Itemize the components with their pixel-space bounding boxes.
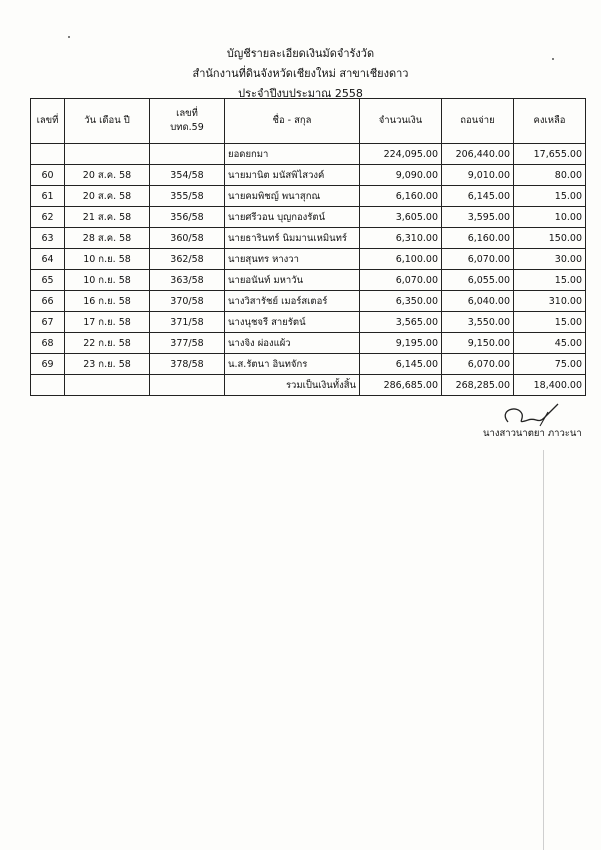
header-doc-line2: บทด.59 [170,122,204,133]
brought-forward-row [31,144,586,165]
brought-forward-label: ยอดยกมา [225,144,360,165]
cell-empty [65,375,150,396]
cell-paid: 6,160.00 [442,228,514,249]
cell-empty [150,144,225,165]
cell-no: 63 [31,228,65,249]
cell-empty [31,144,65,165]
table-row [31,186,586,207]
cell-date: 23 ก.ย. 58 [65,354,150,375]
cell-empty [65,144,150,165]
cell-paid: 6,070.00 [442,249,514,270]
cell-no: 60 [31,165,65,186]
cell-no: 65 [31,270,65,291]
cell-name: นายมานิต มนัสพิไสวงค์ [225,165,360,186]
cell-amount: 6,160.00 [360,186,442,207]
cell-amount: 9,090.00 [360,165,442,186]
cell-balance: 30.00 [514,249,586,270]
cell-paid: 9,150.00 [442,333,514,354]
cell-date: 20 ส.ค. 58 [65,186,150,207]
header-name: ชื่อ - สกุล [225,99,360,144]
table-row [31,165,586,186]
cell-date: 21 ส.ค. 58 [65,207,150,228]
table-row [31,312,586,333]
cell-name: นายศรีวอน บุญกองรัตน์ [225,207,360,228]
cell-amount: 3,605.00 [360,207,442,228]
cell-doc: 356/58 [150,207,225,228]
total-paid: 268,285.00 [442,375,514,396]
total-row [31,375,586,396]
header-amount: จำนวนเงิน [360,99,442,144]
scan-speck [68,36,70,38]
cell-paid: 9,010.00 [442,165,514,186]
header-balance: คงเหลือ [514,99,586,144]
table-row [31,228,586,249]
header-paid: ถอนจ่าย [442,99,514,144]
cell-balance: 150.00 [514,228,586,249]
cell-paid: 6,055.00 [442,270,514,291]
table-row [31,249,586,270]
cell-balance: 80.00 [514,165,586,186]
cell-date: 22 ก.ย. 58 [65,333,150,354]
cell-balance: 15.00 [514,312,586,333]
signatory-name: นางสาวนาตยา ภาวะนา [483,428,582,439]
cell-doc: 371/58 [150,312,225,333]
cell-date: 20 ส.ค. 58 [65,165,150,186]
deposit-ledger-table [30,98,586,396]
cell-date: 17 ก.ย. 58 [65,312,150,333]
cell-no: 61 [31,186,65,207]
cell-balance: 10.00 [514,207,586,228]
cell-paid: 6,070.00 [442,354,514,375]
cell-amount: 6,145.00 [360,354,442,375]
cell-amount: 6,100.00 [360,249,442,270]
cell-no: 64 [31,249,65,270]
cell-name: นายคมพิชญ์ พนาสุกณ [225,186,360,207]
cell-no: 62 [31,207,65,228]
header-doc-line1: เลขที่ [176,108,198,119]
fiscal-year: ประจำปีงบประมาณ 2558 [238,87,363,100]
scan-line [543,450,544,850]
cell-amount: 6,350.00 [360,291,442,312]
cell-doc: 360/58 [150,228,225,249]
cell-balance: 15.00 [514,270,586,291]
cell-date: 16 ก.ย. 58 [65,291,150,312]
cell-no: 69 [31,354,65,375]
cell-paid: 3,595.00 [442,207,514,228]
table-row [31,354,586,375]
cell-amount: 6,070.00 [360,270,442,291]
table-row [31,207,586,228]
total-label: รวมเป็นเงินทั้งสิ้น [225,375,360,396]
table-row [31,291,586,312]
cell-doc: 363/58 [150,270,225,291]
cell-amount: 6,310.00 [360,228,442,249]
brought-forward-balance: 17,655.00 [514,144,586,165]
ledger-rows [31,165,586,375]
cell-name: นางนุชจรี สายรัตน์ [225,312,360,333]
cell-amount: 3,565.00 [360,312,442,333]
cell-name: น.ส.รัตนา อินทจักร [225,354,360,375]
cell-doc: 377/58 [150,333,225,354]
cell-balance: 310.00 [514,291,586,312]
cell-empty [31,375,65,396]
cell-doc: 362/58 [150,249,225,270]
cell-doc: 355/58 [150,186,225,207]
cell-no: 68 [31,333,65,354]
cell-doc: 378/58 [150,354,225,375]
cell-paid: 6,145.00 [442,186,514,207]
cell-doc: 370/58 [150,291,225,312]
cell-paid: 6,040.00 [442,291,514,312]
header-no: เลขที่ [31,99,65,144]
document-title: บัญชีรายละเอียดเงินมัดจำรังวัด [226,47,375,60]
cell-name: นายสุนทร หางวา [225,249,360,270]
cell-paid: 3,550.00 [442,312,514,333]
cell-date: 28 ส.ค. 58 [65,228,150,249]
total-amount: 286,685.00 [360,375,442,396]
table-row [31,270,586,291]
cell-amount: 9,195.00 [360,333,442,354]
cell-name: นายธารินทร์ นิมมานเหมินทร์ [225,228,360,249]
scan-speck [552,58,554,60]
cell-no: 67 [31,312,65,333]
cell-balance: 45.00 [514,333,586,354]
cell-balance: 15.00 [514,186,586,207]
table-row [31,333,586,354]
brought-forward-amount: 224,095.00 [360,144,442,165]
cell-date: 10 ก.ย. 58 [65,249,150,270]
cell-name: นางวิสารัชย์ เมอร์สเตอร์ [225,291,360,312]
cell-name: นางจิง ผ่องแผ้ว [225,333,360,354]
total-balance: 18,400.00 [514,375,586,396]
cell-no: 66 [31,291,65,312]
cell-empty [150,375,225,396]
header-date: วัน เดือน ปี [65,99,150,144]
office-name: สำนักงานที่ดินจังหวัดเชียงใหม่ สาขาเชียงดาว [192,67,409,80]
cell-doc: 354/58 [150,165,225,186]
cell-balance: 75.00 [514,354,586,375]
brought-forward-paid: 206,440.00 [442,144,514,165]
cell-name: นายอนันท์ มหาวัน [225,270,360,291]
cell-date: 10 ก.ย. 58 [65,270,150,291]
header-doc [150,99,225,144]
table-header-row [31,99,586,144]
